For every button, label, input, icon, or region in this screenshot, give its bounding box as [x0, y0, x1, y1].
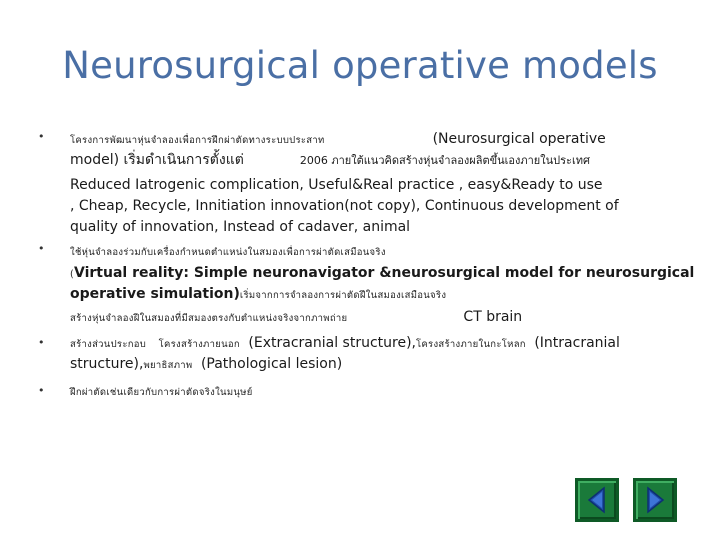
bullet-1-line-5: quality of innovation, Instead of cadaver, animal: [70, 219, 411, 235]
next-arrow-icon: [640, 485, 670, 515]
bullet-2-line-2: (Virtual reality: Simple neuronavigator &neurosurgical model for neurosurgical: [70, 265, 695, 281]
bullet-1-line-3: Reduced Iatrogenic complication, Useful&Real practice , easy&Ready to use: [70, 177, 603, 193]
bullet-1-line-4: , Cheap, Recycle, Innitiation innovation(not copy), Continuous development of: [70, 198, 619, 214]
bullet-3-line-1: สร้างส่วนประกอบ โครงสร้างภายนอก (Extracranial structure),โครงสร้างภายในกะโหลก (Intracranial: [70, 335, 620, 351]
previous-arrow-icon: [582, 485, 612, 515]
previous-slide-button[interactable]: [575, 478, 619, 522]
bullet-marker: •: [38, 130, 45, 143]
bullet-2-line-3: operative simulation)เริ่มจากการจำลองการผ่าตัดฝึในสมองเสมือนจริง: [70, 286, 447, 302]
bullet-1-line-1: โครงการพัฒนาหุ่นจำลองเพื่อการฝึกผ่าตัดทางระบบประสาท (Neurosurgical operative: [70, 131, 606, 147]
slide-navigation: [575, 478, 677, 522]
bullet-marker: •: [38, 242, 45, 255]
bullet-marker: •: [38, 336, 45, 349]
slide-title: Neurosurgical operative models: [62, 44, 658, 87]
bullet-1-line-2: model) เริ่มดำเนินการตั้งแต่ 2006 ภายใต้แนวคิดสร้างหุ่นจำลองผลิตขึ้นเองภายในประเทศ: [70, 152, 590, 168]
bullet-4-line-1: ฝึกผ่าตัดเช่นเดียวกับการผ่าตัดจริงในมนุษย์: [70, 387, 253, 398]
bullet-2-line-1: ใช้หุ่นจำลองร่วมกับเครื่องกำหนดตำแหน่งในสมองเพื่อการผ่าตัดเสมือนจริง: [70, 247, 386, 258]
bullet-marker: •: [38, 384, 45, 397]
bullet-2-line-4: สร้างหุ่นจำลองฝีในสมองที่มีสมองตรงกับตำแหน่งจริงจากภาพถ่าย CT brain: [70, 309, 523, 325]
bullet-3-line-2: structure),พยาธิสภาพ (Pathological lesion): [70, 356, 343, 372]
next-slide-button[interactable]: [633, 478, 677, 522]
